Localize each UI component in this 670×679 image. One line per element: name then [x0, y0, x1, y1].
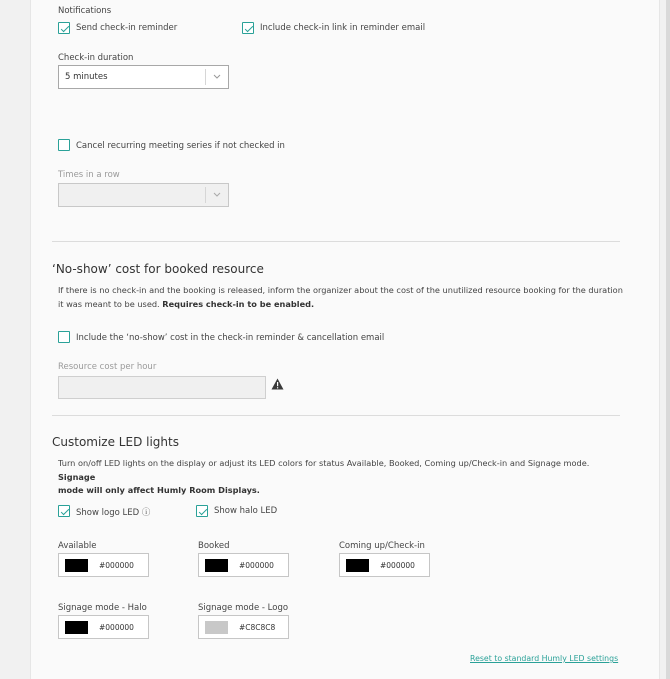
chevron-down-icon — [212, 71, 222, 81]
signage-logo-color-picker[interactable] — [198, 615, 289, 639]
checkin-duration-label: Check-in duration — [58, 53, 134, 63]
scrollbar[interactable] — [666, 0, 670, 679]
select-divider — [205, 187, 206, 203]
checkin-duration-value: 5 minutes — [65, 72, 108, 82]
checkin-duration-select[interactable] — [58, 65, 229, 89]
times-in-row-label: Times in a row — [58, 170, 120, 180]
cancel-recurring-label: Cancel recurring meeting series if not checked in — [76, 141, 285, 151]
signage-logo-label: Signage mode - Logo — [198, 603, 289, 613]
available-color-picker[interactable] — [58, 553, 149, 577]
cancel-recurring-checkbox[interactable] — [58, 139, 70, 151]
color-swatch — [205, 559, 228, 572]
color-swatch — [346, 559, 369, 572]
resource-cost-label: Resource cost per hour — [58, 362, 157, 372]
booked-label: Booked — [198, 541, 230, 551]
coming-up-label: Coming up/Check-in — [339, 541, 425, 551]
led-description-text: Turn on/off LED lights on the display or adjust its LED colors for status Available, Booked, Coming up/Check-in and Signage mode. — [58, 458, 590, 468]
show-logo-led-label: Show logo LED ⓘ — [76, 508, 151, 518]
color-swatch — [65, 621, 88, 634]
color-swatch — [205, 621, 228, 634]
send-reminder-checkbox[interactable] — [58, 22, 70, 34]
section-divider — [52, 241, 620, 242]
booked-color-picker[interactable] — [198, 553, 289, 577]
led-description-bold1: Signage — [58, 471, 96, 482]
no-show-description — [58, 284, 623, 311]
section-divider — [52, 415, 620, 416]
no-show-description-line1: If there is no check-in and the booking is released, inform the organizer about the cost of the unutilized resource booking for the duration — [58, 285, 623, 295]
signage-halo-color-picker[interactable] — [58, 615, 149, 639]
include-link-label: Include check-in link in reminder email — [260, 23, 426, 33]
times-in-row-select[interactable] — [58, 183, 229, 207]
signage-halo-hex: #000000 — [99, 623, 134, 632]
resource-cost-input[interactable] — [58, 376, 266, 399]
no-show-description-text: it was meant to be used. — [58, 298, 163, 309]
no-show-requirement: Requires check-in to be enabled. — [162, 298, 315, 309]
notifications-label: Notifications — [58, 6, 112, 16]
no-show-description-line2 — [58, 298, 623, 312]
show-halo-led-checkbox[interactable] — [196, 505, 208, 517]
led-description-line2 — [58, 484, 623, 498]
led-title: Customize LED lights — [52, 435, 179, 449]
signage-logo-hex: #C8C8C8 — [239, 623, 276, 632]
color-swatch — [65, 559, 88, 572]
send-reminder-label: Send check-in reminder — [76, 23, 178, 33]
led-description-line1 — [58, 457, 623, 484]
include-cost-checkbox[interactable] — [58, 331, 70, 343]
available-label: Available — [58, 541, 97, 551]
show-logo-led-checkbox[interactable] — [58, 505, 70, 517]
booked-hex: #000000 — [239, 561, 274, 570]
available-hex: #000000 — [99, 561, 134, 570]
warning-triangle-icon — [271, 378, 284, 390]
reset-led-settings-link[interactable]: Reset to standard Humly LED settings — [470, 654, 619, 663]
show-halo-led-label: Show halo LED — [214, 506, 278, 516]
led-description-bold2: mode will only affect Humly Room Displays. — [58, 485, 260, 495]
coming-up-color-picker[interactable] — [339, 553, 430, 577]
chevron-down-icon — [212, 189, 222, 199]
signage-halo-label: Signage mode - Halo — [58, 603, 147, 613]
led-description — [58, 457, 623, 498]
include-link-checkbox[interactable] — [242, 22, 254, 34]
coming-up-hex: #000000 — [380, 561, 415, 570]
no-show-title: ‘No-show’ cost for booked resource — [52, 262, 264, 276]
select-divider — [205, 69, 206, 85]
include-cost-label: Include the ‘no-show’ cost in the check-in reminder & cancellation email — [76, 333, 385, 343]
